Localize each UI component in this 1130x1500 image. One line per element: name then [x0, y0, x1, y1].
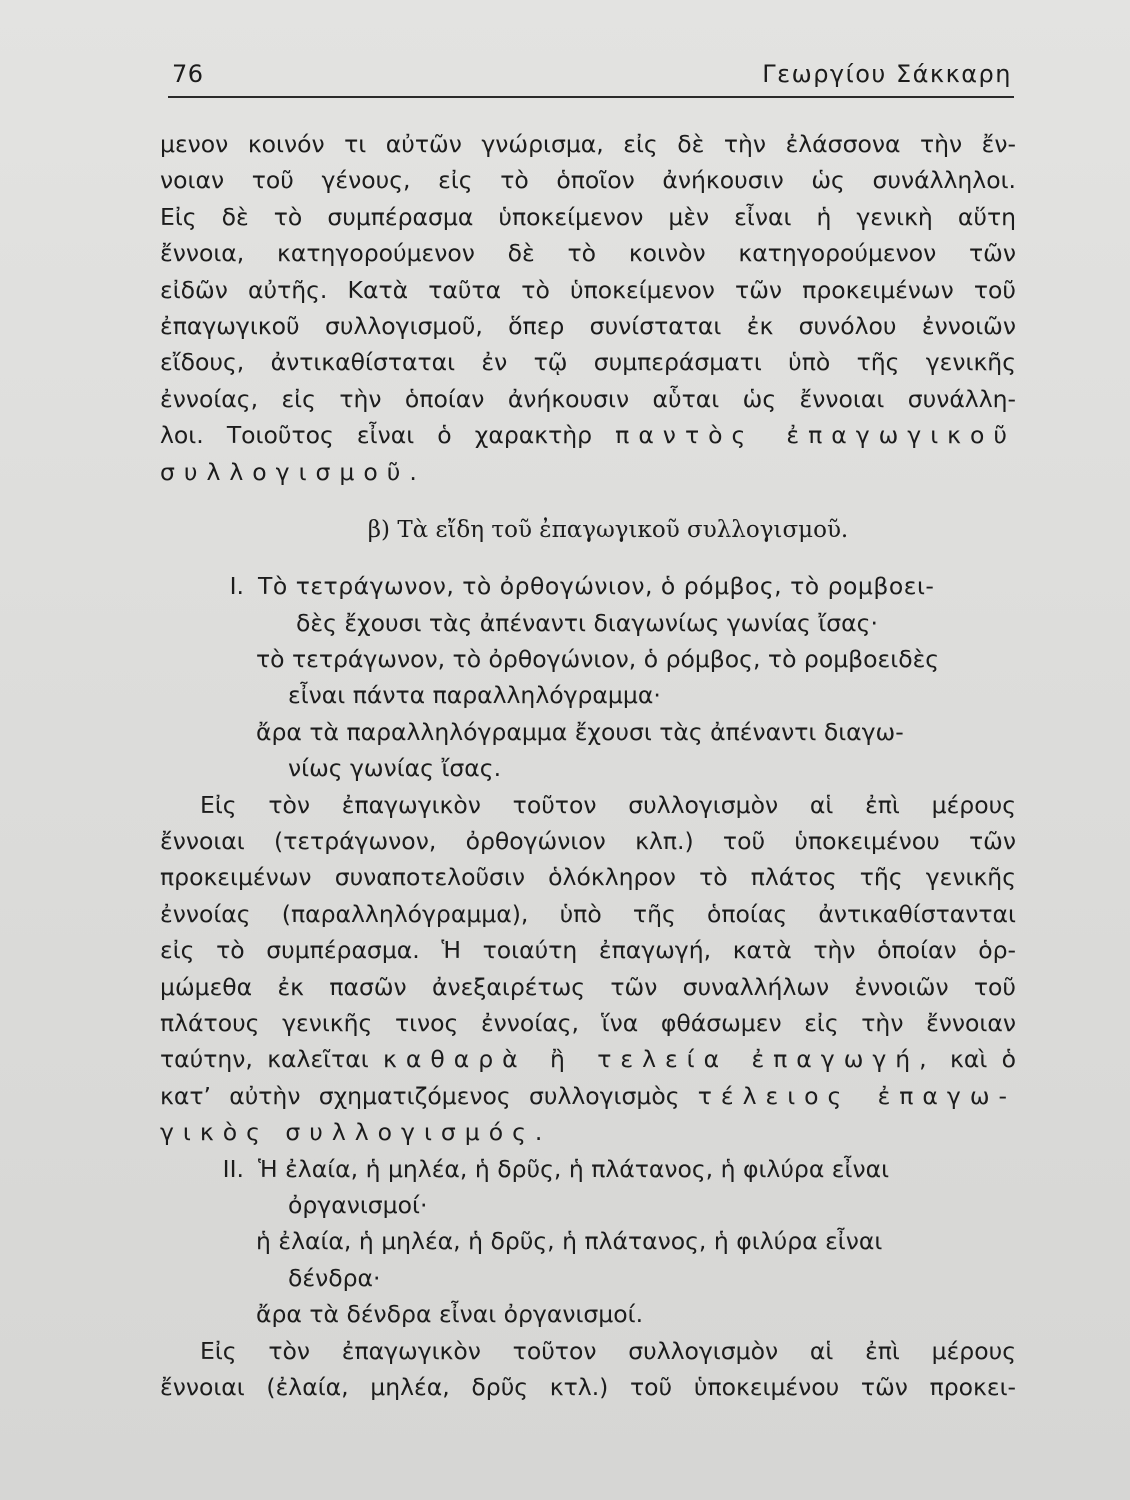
text-run: κατ’ αὐτὴν σχηματιζόμενος συλλογισμὸς	[160, 1081, 680, 1110]
text-run: Ἡ ἐλαία, ἡ μηλέα, ἡ δρῦς, ἡ πλάτανος, ἡ φιλύρα εἶναι	[258, 1154, 890, 1183]
text-line: πλάτους γενικῆς τινος ἐννοίας, ἵνα φθάσωμεν εἰς τὴν ἔννοιαν	[160, 1008, 1016, 1037]
text-line: νίως γωνίας ἴσας.	[288, 754, 502, 783]
text-line: εἶναι πάντα παραλληλόγραμμα·	[288, 681, 661, 710]
text-line: ἄρα τὰ παραλληλόγραμμα ἔχουσι τὰς ἀπέναντι διαγω-	[256, 717, 904, 746]
spaced-emphasis: γικὸς συλλογισμός.	[160, 1118, 552, 1147]
text-line: μενον κοινόν τι αὐτῶν γνώρισμα, εἰς δὲ τὴν ἐλάσσονα τὴν ἔν-	[160, 130, 1016, 158]
text-line	[160, 1041, 1016, 1077]
text-line: ὀργανισμοί·	[288, 1190, 428, 1219]
text-line	[160, 568, 1016, 604]
text-line: ἐπαγωγικοῦ συλλογισμοῦ, ὅπερ συνίσταται ἐκ συνόλου ἐννοιῶν	[160, 311, 1016, 340]
text-line: Εἰς τὸν ἐπαγωγικὸν τοῦτον συλλογισμὸν αἱ ἐπὶ μέρους	[200, 790, 1016, 819]
text-line	[160, 1151, 1016, 1187]
spaced-emphasis: τέλειος ἐπαγω-	[697, 1081, 1016, 1110]
page-header	[168, 54, 1014, 98]
page-number: 76	[172, 60, 204, 88]
section-heading: β) Τὰ εἴδη τοῦ ἐπαγωγικοῦ συλλογισμοῦ.	[367, 516, 849, 543]
paragraph-3	[160, 1333, 1016, 1406]
text-run: καὶ ὁ	[950, 1045, 1016, 1074]
text-line: ἔννοιαι (ἐλαία, μηλέα, δρῦς κτλ.) τοῦ ὑποκειμένου τῶν προκει-	[160, 1372, 1016, 1401]
text-line: ἔννοια, κατηγορούμενον δὲ τὸ κοινὸν κατηγορούμενον τῶν	[160, 239, 1016, 268]
text-line: ἡ ἐλαία, ἡ μηλέα, ἡ δρῦς, ἡ πλάτανος, ἡ φιλύρα εἶναι	[256, 1227, 883, 1256]
text-line	[160, 417, 1016, 453]
text-line: ἄρα τὰ δένδρα εἶναι ὀργανισμοί.	[256, 1300, 644, 1329]
spaced-emphasis: συλλογισμοῦ.	[160, 457, 426, 486]
text-line: δένδρα·	[288, 1263, 381, 1292]
example-1	[160, 568, 1016, 786]
text-line: δὲς ἔχουσι τὰς ἀπέναντι διαγωνίως γωνίας ἴσας·	[296, 608, 878, 637]
text-line: ἔννοιαι (τετράγωνον, ὀρθογώνιον κλπ.) τοῦ ὑποκειμένου τῶν	[160, 827, 1016, 856]
text-line: εἰδῶν αὐτῆς. Κατὰ ταῦτα τὸ ὑποκείμενον τῶν προκειμένων τοῦ	[160, 275, 1016, 304]
text-line	[160, 1114, 1016, 1150]
page-body	[160, 126, 1016, 1405]
text-line: νοιαν τοῦ γένους, εἰς τὸ ὁποῖον ἀνήκουσιν ὡς συνάλληλοι.	[160, 166, 1016, 195]
text-line: Εἰς τὸν ἐπαγωγικὸν τοῦτον συλλογισμὸν αἱ ἐπὶ μέρους	[200, 1336, 1016, 1365]
text-line: εἴδους, ἀντικαθίσταται ἐν τῷ συμπεράσματι ὑπὸ τῆς γενικῆς	[160, 348, 1016, 377]
text-line: Εἰς δὲ τὸ συμπέρασμα ὑποκείμενον μὲν εἶναι ἡ γενικὴ αὕτη	[160, 202, 1016, 231]
text-line: εἰς τὸ συμπέρασμα. Ἡ τοιαύτη ἐπαγωγή, κατὰ τὴν ὁποίαν ὁρ-	[160, 936, 1016, 965]
text-line: ἐννοίας, εἰς τὴν ὁποίαν ἀνήκουσιν αὗται ὡς ἔννοιαι συνάλλη-	[160, 384, 1016, 413]
text-line: ἐννοίας (παραλληλόγραμμα), ὑπὸ τῆς ὁποίας ἀντικαθίστανται	[160, 899, 1016, 928]
text-run: λοι. Τοιοῦτος εἶναι ὁ χαρακτὴρ	[160, 421, 593, 450]
paragraph-1	[160, 126, 1016, 490]
text-line: μώμεθα ἐκ πασῶν ἀνεξαιρέτως τῶν συναλλήλων ἐννοιῶν τοῦ	[160, 972, 1016, 1001]
example-label: II.	[222, 1154, 244, 1183]
text-line	[160, 454, 1016, 490]
text-line: τὸ τετράγωνον, τὸ ὀρθογώνιον, ὁ ρόμβος, τὸ ρομβοειδὲς	[256, 645, 940, 674]
running-head: Γεωργίου Σάκκαρη	[762, 60, 1012, 88]
text-line	[160, 1078, 1016, 1114]
example-label: I.	[229, 572, 244, 601]
spaced-emphasis: καθαρὰ ἢ τελεία ἐπαγωγή,	[383, 1045, 936, 1074]
example-2	[160, 1151, 1016, 1333]
text-run: ταύτην, καλεῖται	[160, 1045, 369, 1074]
text-line: προκειμένων συναποτελοῦσιν ὁλόκληρον τὸ πλάτος τῆς γενικῆς	[160, 863, 1016, 892]
text-run: Τὸ τετράγωνον, τὸ ὀρθογώνιον, ὁ ρόμβος, τὸ ρομβοει-	[258, 572, 935, 601]
spaced-emphasis: παντὸς ἐπαγωγικοῦ	[615, 421, 1016, 450]
paragraph-2	[160, 787, 1016, 1151]
